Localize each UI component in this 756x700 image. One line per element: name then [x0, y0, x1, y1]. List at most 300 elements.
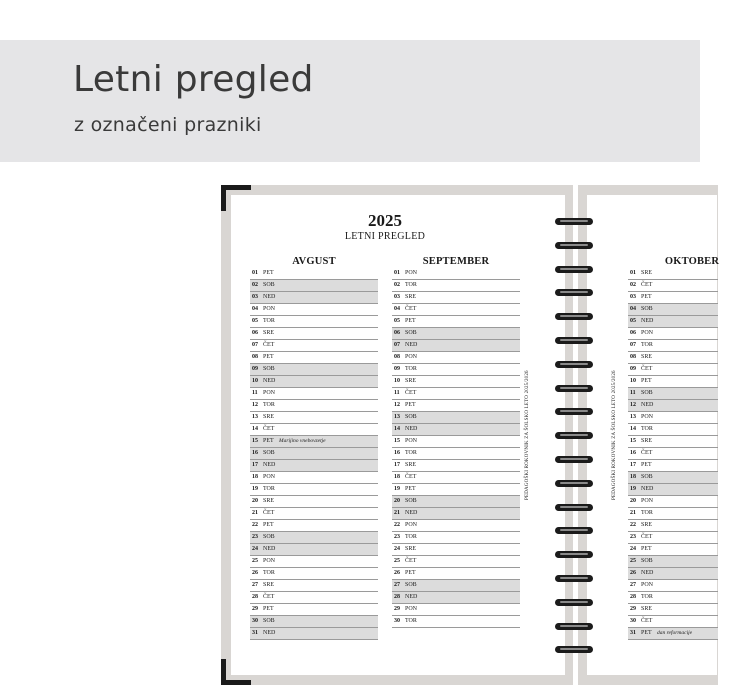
day-name: TOR — [405, 366, 417, 372]
day-number: 01 — [394, 270, 400, 276]
day-row — [392, 376, 520, 388]
spiral-ring — [555, 456, 593, 463]
day-number: 02 — [630, 282, 636, 288]
day-row — [628, 448, 718, 460]
day-number: 07 — [394, 342, 400, 348]
day-row — [628, 292, 718, 304]
day-row — [392, 340, 520, 352]
day-name: NED — [405, 342, 418, 348]
day-row — [250, 388, 378, 400]
spiral-ring — [555, 337, 593, 344]
day-name: NED — [641, 486, 654, 492]
day-row — [250, 508, 378, 520]
day-row — [250, 472, 378, 484]
day-number: 20 — [394, 498, 400, 504]
day-row — [628, 400, 718, 412]
month-column-avgust — [250, 268, 378, 640]
day-number: 29 — [630, 606, 636, 612]
day-row — [250, 376, 378, 388]
day-row — [392, 400, 520, 412]
day-name: SOB — [263, 366, 275, 372]
day-name: PET — [263, 354, 274, 360]
day-number: 30 — [630, 618, 636, 624]
day-number: 18 — [394, 474, 400, 480]
day-number: 14 — [630, 426, 636, 432]
spiral-ring — [555, 289, 593, 296]
month-header-oktober: OKTOBER — [664, 256, 720, 267]
day-number: 06 — [630, 330, 636, 336]
day-name: PON — [405, 270, 418, 276]
day-row — [628, 304, 718, 316]
holiday-note: dan reformacije — [657, 630, 693, 636]
holiday-note: Marijino vnebovzetje — [279, 438, 326, 444]
day-row — [628, 484, 718, 496]
spiral-ring — [555, 575, 593, 582]
day-name: NED — [263, 462, 276, 468]
day-number: 28 — [630, 594, 636, 600]
day-name: PET — [641, 462, 652, 468]
day-number: 26 — [394, 570, 400, 576]
day-row — [628, 436, 718, 448]
day-number: 31 — [252, 630, 258, 636]
day-name: ČET — [641, 450, 653, 456]
day-row — [392, 556, 520, 568]
day-name: SOB — [641, 390, 653, 396]
day-row — [250, 400, 378, 412]
day-name: TOR — [263, 402, 275, 408]
day-row — [628, 496, 718, 508]
day-name: PON — [405, 354, 418, 360]
day-number: 21 — [630, 510, 636, 516]
day-name: PON — [405, 438, 418, 444]
day-row — [392, 280, 520, 292]
day-row — [392, 388, 520, 400]
day-row — [250, 424, 378, 436]
day-name: SRE — [641, 606, 653, 612]
day-name: TOR — [405, 450, 417, 456]
day-name: SOB — [263, 534, 275, 540]
day-number: 12 — [394, 402, 400, 408]
day-row — [392, 580, 520, 592]
day-number: 20 — [630, 498, 636, 504]
day-number: 04 — [252, 306, 258, 312]
day-row — [628, 364, 718, 376]
day-name: SRE — [405, 294, 417, 300]
day-name: SOB — [641, 558, 653, 564]
day-row — [250, 292, 378, 304]
day-name: PON — [405, 522, 418, 528]
day-row — [628, 628, 718, 640]
day-row — [250, 280, 378, 292]
day-row — [250, 556, 378, 568]
day-number: 14 — [252, 426, 258, 432]
day-row — [392, 412, 520, 424]
day-number: 11 — [394, 390, 400, 396]
day-number: 10 — [630, 378, 636, 384]
day-name: PET — [641, 630, 652, 636]
day-row — [628, 412, 718, 424]
day-row — [628, 424, 718, 436]
day-number: 15 — [630, 438, 636, 444]
day-name: ČET — [641, 618, 653, 624]
day-name: TOR — [263, 318, 275, 324]
day-name: SRE — [263, 498, 275, 504]
day-name: SOB — [405, 498, 417, 504]
day-name: SRE — [405, 546, 417, 552]
corner-protector-bottom-left-edge — [221, 680, 251, 685]
day-name: NED — [405, 594, 418, 600]
page-subtitle: z označeni prazniki — [74, 114, 262, 136]
day-name: PET — [405, 402, 416, 408]
spiral-ring — [555, 385, 593, 392]
day-number: 19 — [630, 486, 636, 492]
day-name: PET — [263, 606, 274, 612]
day-number: 04 — [394, 306, 400, 312]
day-number: 22 — [630, 522, 636, 528]
day-name: SRE — [405, 462, 417, 468]
day-number: 24 — [252, 546, 258, 552]
day-name: SRE — [641, 438, 653, 444]
day-number: 23 — [252, 534, 258, 540]
day-number: 11 — [252, 390, 258, 396]
day-number: 25 — [630, 558, 636, 564]
day-row — [250, 568, 378, 580]
day-name: PON — [263, 306, 276, 312]
day-row — [392, 352, 520, 364]
day-name: ČET — [263, 426, 275, 432]
day-name: NED — [405, 510, 418, 516]
day-row — [628, 604, 718, 616]
day-row — [392, 616, 520, 628]
day-row — [392, 532, 520, 544]
day-name: ČET — [263, 594, 275, 600]
day-number: 19 — [394, 486, 400, 492]
day-name: ČET — [641, 366, 653, 372]
spiral-ring — [555, 408, 593, 415]
day-name: TOR — [405, 534, 417, 540]
planner-year: 2025 — [368, 211, 402, 230]
day-name: SOB — [641, 306, 653, 312]
day-name: PON — [641, 414, 654, 420]
day-row — [392, 544, 520, 556]
spiral-ring — [555, 361, 593, 368]
day-row — [392, 472, 520, 484]
corner-protector-top-left-edge — [221, 185, 251, 190]
day-row — [250, 604, 378, 616]
day-row — [628, 388, 718, 400]
day-number: 09 — [252, 366, 258, 372]
day-number: 18 — [252, 474, 258, 480]
side-label-right: PEDAGOŠKI ROKOVNIK ZA ŠOLSKO LETO 2025/2026 — [612, 370, 617, 500]
day-name: PET — [641, 546, 652, 552]
spiral-ring — [555, 313, 593, 320]
day-name: SOB — [641, 474, 653, 480]
day-name: ČET — [263, 510, 275, 516]
day-number: 28 — [394, 594, 400, 600]
day-name: ČET — [405, 390, 417, 396]
day-number: 12 — [630, 402, 636, 408]
day-number: 27 — [394, 582, 400, 588]
day-name: SOB — [263, 450, 275, 456]
day-row — [392, 508, 520, 520]
day-number: 10 — [394, 378, 400, 384]
day-number: 12 — [252, 402, 258, 408]
month-column-oktober — [628, 268, 718, 640]
day-number: 02 — [394, 282, 400, 288]
day-row — [628, 268, 718, 280]
day-name: PET — [641, 294, 652, 300]
day-number: 15 — [394, 438, 400, 444]
day-row — [628, 592, 718, 604]
day-name: NED — [263, 546, 276, 552]
day-name: SOB — [263, 618, 275, 624]
planner-subtitle: LETNI PREGLED — [344, 231, 426, 242]
day-number: 07 — [252, 342, 258, 348]
day-number: 09 — [394, 366, 400, 372]
day-row — [392, 328, 520, 340]
day-number: 30 — [394, 618, 400, 624]
day-number: 08 — [252, 354, 258, 360]
day-name: NED — [641, 318, 654, 324]
day-row — [250, 616, 378, 628]
day-name: PON — [263, 558, 276, 564]
day-name: PON — [641, 498, 654, 504]
day-number: 08 — [394, 354, 400, 360]
day-name: PET — [263, 438, 274, 444]
day-name: SRE — [263, 414, 275, 420]
day-number: 01 — [630, 270, 636, 276]
day-name: PON — [263, 390, 276, 396]
day-name: ČET — [405, 474, 417, 480]
day-number: 31 — [630, 630, 636, 636]
day-number: 13 — [630, 414, 636, 420]
day-row — [250, 268, 378, 280]
day-row — [628, 580, 718, 592]
day-number: 01 — [252, 270, 258, 276]
day-row — [392, 424, 520, 436]
day-name: NED — [263, 378, 276, 384]
day-name: SRE — [641, 522, 653, 528]
day-number: 04 — [630, 306, 636, 312]
day-name: ČET — [263, 342, 275, 348]
month-column-september — [392, 268, 520, 628]
day-number: 05 — [394, 318, 400, 324]
day-row — [628, 556, 718, 568]
day-number: 03 — [630, 294, 636, 300]
day-row — [392, 496, 520, 508]
side-label-left: PEDAGOŠKI ROKOVNIK ZA ŠOLSKO LETO 2025/2026 — [525, 370, 530, 500]
day-number: 14 — [394, 426, 400, 432]
day-name: PON — [405, 606, 418, 612]
day-row — [392, 304, 520, 316]
day-name: PON — [641, 330, 654, 336]
spiral-ring — [555, 504, 593, 511]
day-row — [250, 496, 378, 508]
day-row — [628, 616, 718, 628]
day-number: 24 — [394, 546, 400, 552]
day-row — [392, 364, 520, 376]
day-name: SRE — [263, 330, 275, 336]
day-name: SOB — [405, 330, 417, 336]
day-row — [628, 376, 718, 388]
day-name: SRE — [641, 270, 653, 276]
spiral-ring — [555, 527, 593, 534]
day-number: 20 — [252, 498, 258, 504]
day-row — [628, 280, 718, 292]
day-name: ČET — [405, 558, 417, 564]
day-name: TOR — [641, 510, 653, 516]
day-row — [628, 316, 718, 328]
spiral-ring — [555, 480, 593, 487]
day-name: PET — [263, 270, 274, 276]
day-row — [628, 340, 718, 352]
day-number: 30 — [252, 618, 258, 624]
day-row — [628, 568, 718, 580]
day-name: ČET — [641, 534, 653, 540]
day-name: PET — [405, 486, 416, 492]
day-row — [250, 412, 378, 424]
day-name: PET — [405, 318, 416, 324]
day-row — [628, 520, 718, 532]
day-row — [392, 436, 520, 448]
day-name: ČET — [641, 282, 653, 288]
day-row — [628, 508, 718, 520]
day-number: 07 — [630, 342, 636, 348]
spiral-ring — [555, 623, 593, 630]
day-number: 21 — [252, 510, 258, 516]
day-row — [250, 436, 378, 448]
day-row — [628, 460, 718, 472]
day-number: 16 — [252, 450, 258, 456]
day-row — [628, 544, 718, 556]
day-row — [250, 592, 378, 604]
day-row — [392, 448, 520, 460]
day-number: 13 — [394, 414, 400, 420]
day-name: PET — [405, 570, 416, 576]
day-row — [250, 484, 378, 496]
spiral-ring — [555, 218, 593, 225]
day-number: 05 — [630, 318, 636, 324]
day-number: 10 — [252, 378, 258, 384]
day-name: TOR — [405, 282, 417, 288]
day-name: SRE — [263, 582, 275, 588]
day-name: PET — [641, 378, 652, 384]
day-row — [250, 364, 378, 376]
day-name: SRE — [405, 378, 417, 384]
day-number: 06 — [252, 330, 258, 336]
day-row — [250, 340, 378, 352]
day-number: 19 — [252, 486, 258, 492]
day-number: 25 — [394, 558, 400, 564]
spiral-ring — [555, 551, 593, 558]
spiral-ring — [555, 266, 593, 273]
day-number: 21 — [394, 510, 400, 516]
day-number: 05 — [252, 318, 258, 324]
day-number: 28 — [252, 594, 258, 600]
day-number: 08 — [630, 354, 636, 360]
day-number: 23 — [630, 534, 636, 540]
day-number: 03 — [252, 294, 258, 300]
day-row — [392, 520, 520, 532]
day-row — [392, 292, 520, 304]
day-number: 24 — [630, 546, 636, 552]
day-row — [392, 592, 520, 604]
spiral-ring — [555, 432, 593, 439]
day-name: TOR — [641, 342, 653, 348]
day-name: TOR — [263, 486, 275, 492]
day-number: 27 — [630, 582, 636, 588]
day-name: NED — [405, 426, 418, 432]
day-row — [628, 472, 718, 484]
day-name: NED — [263, 294, 276, 300]
day-number: 13 — [252, 414, 258, 420]
day-row — [392, 484, 520, 496]
day-name: ČET — [405, 306, 417, 312]
day-row — [250, 520, 378, 532]
day-number: 18 — [630, 474, 636, 480]
day-name: SRE — [641, 354, 653, 360]
spiral-ring — [555, 599, 593, 606]
day-row — [628, 328, 718, 340]
day-number: 06 — [394, 330, 400, 336]
day-number: 25 — [252, 558, 258, 564]
day-row — [250, 316, 378, 328]
day-row — [392, 268, 520, 280]
day-number: 02 — [252, 282, 258, 288]
day-row — [392, 604, 520, 616]
day-name: NED — [641, 402, 654, 408]
day-number: 16 — [394, 450, 400, 456]
day-row — [392, 316, 520, 328]
day-row — [628, 352, 718, 364]
day-row — [250, 460, 378, 472]
day-name: PON — [641, 582, 654, 588]
day-number: 17 — [252, 462, 258, 468]
day-name: NED — [263, 630, 276, 636]
day-number: 17 — [630, 462, 636, 468]
page-title: Letni pregled — [73, 59, 314, 100]
day-row — [392, 568, 520, 580]
day-row — [628, 532, 718, 544]
day-row — [250, 352, 378, 364]
day-row — [250, 544, 378, 556]
day-name: TOR — [641, 426, 653, 432]
day-name: TOR — [263, 570, 275, 576]
day-row — [392, 460, 520, 472]
day-name: TOR — [405, 618, 417, 624]
spiral-ring — [555, 242, 593, 249]
day-name: SOB — [405, 414, 417, 420]
day-name: NED — [641, 570, 654, 576]
day-number: 27 — [252, 582, 258, 588]
day-number: 11 — [630, 390, 636, 396]
day-number: 29 — [394, 606, 400, 612]
day-number: 16 — [630, 450, 636, 456]
day-number: 03 — [394, 294, 400, 300]
month-header-september: SEPTEMBER — [422, 256, 490, 267]
day-number: 09 — [630, 366, 636, 372]
day-number: 22 — [394, 522, 400, 528]
day-name: PET — [263, 522, 274, 528]
day-row — [250, 532, 378, 544]
day-name: SOB — [263, 282, 275, 288]
day-name: SOB — [405, 582, 417, 588]
day-row — [250, 580, 378, 592]
day-row — [250, 328, 378, 340]
day-name: TOR — [641, 594, 653, 600]
day-number: 26 — [630, 570, 636, 576]
day-row — [250, 304, 378, 316]
